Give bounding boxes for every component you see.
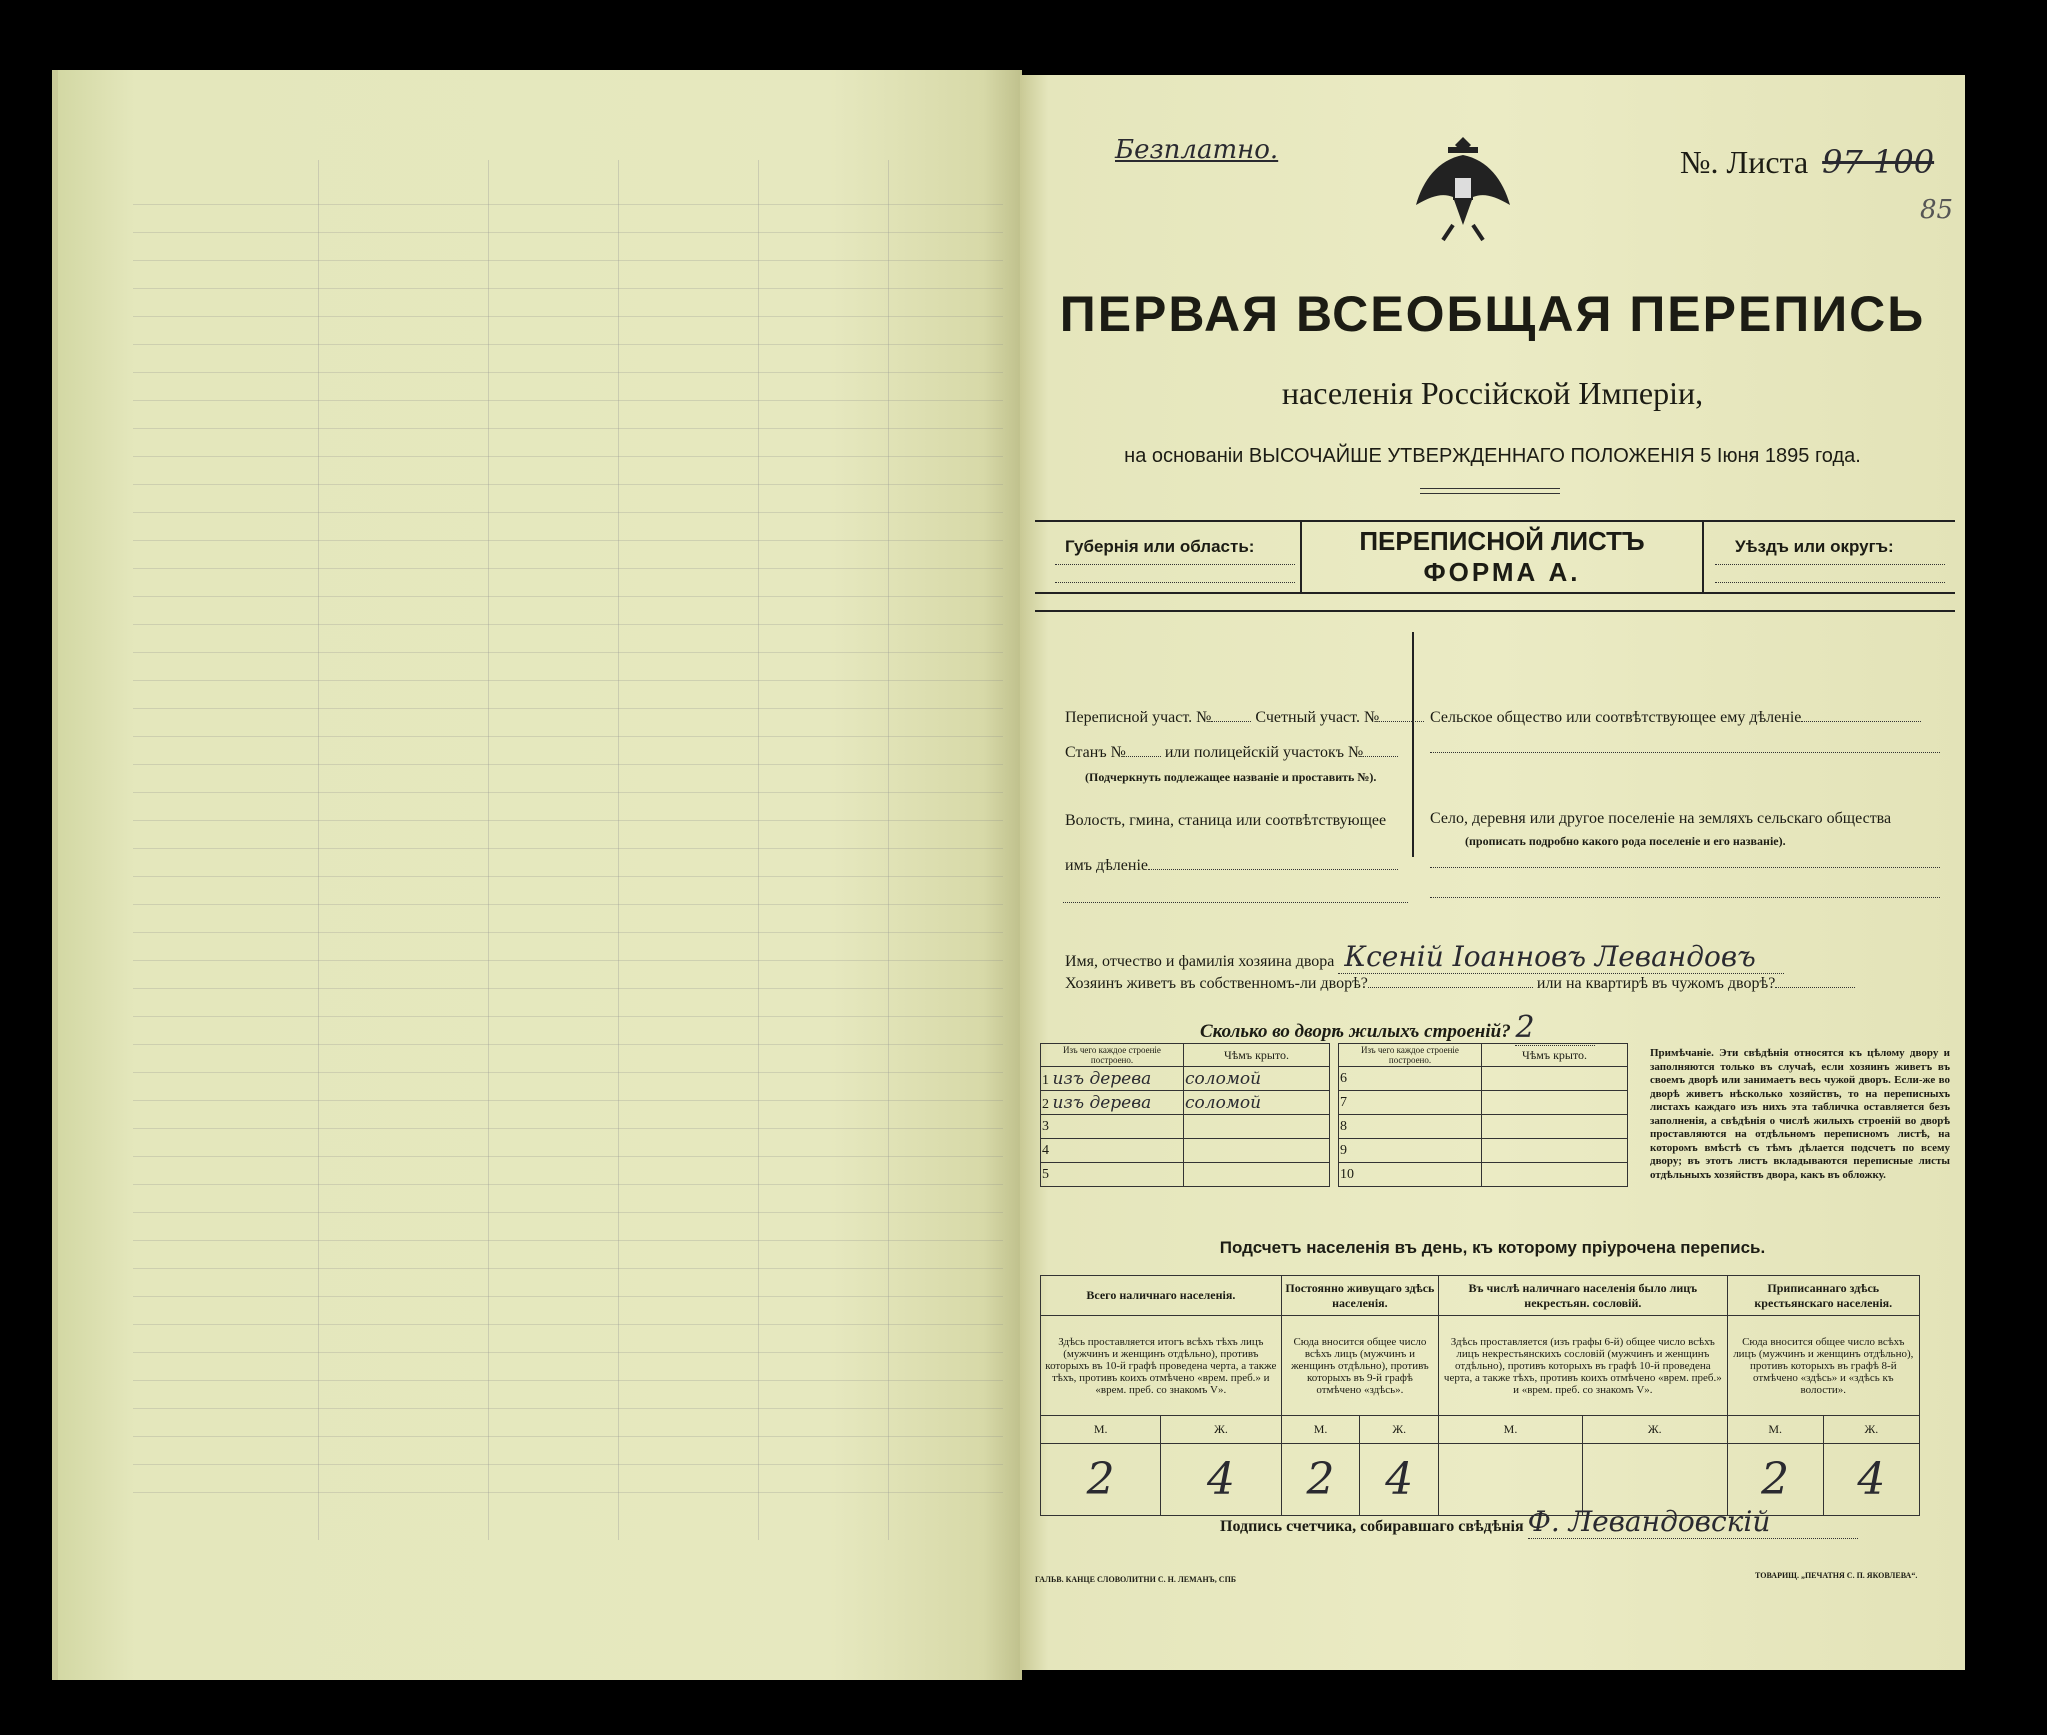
table-row: 8 <box>1339 1115 1482 1139</box>
table-row: 10 <box>1339 1163 1482 1187</box>
material-header: Изъ чего каждое строеніе построено. <box>1339 1044 1482 1067</box>
roof-cell[interactable] <box>1482 1139 1628 1163</box>
division-label: имъ дѣленіе <box>1065 857 1148 874</box>
police-field[interactable] <box>1363 756 1398 757</box>
table-row: 9 <box>1339 1139 1482 1163</box>
count-col-head: Всего наличнаго населенія. <box>1041 1276 1282 1316</box>
roof-header: Чѣмъ крыто. <box>1482 1044 1628 1067</box>
count-title: Подсчетъ населенія въ день, къ которому пріурочена перепись. <box>1219 1238 1766 1257</box>
stan-label: Станъ № <box>1065 744 1126 761</box>
signature-label: Подпись счетчика, собиравшаго свѣдѣнія <box>1220 1518 1524 1535</box>
male-header: М. <box>1439 1416 1583 1444</box>
material-header: Изъ чего каждое строеніе построено. <box>1041 1044 1184 1067</box>
imprint-left: ГАЛЬВ. КАНЦЕ СЛОВОЛИТНИ С. Н. ЛЕМАНЪ, СПБ <box>1035 1575 1237 1584</box>
table-row: 4 <box>1041 1139 1184 1163</box>
lives-own-label: Хозяинъ живетъ въ собственномъ-ли дворѣ? <box>1065 975 1368 992</box>
female-count[interactable]: 4 <box>1161 1444 1281 1516</box>
underline-note: (Подчеркнуть подлежащее названіе и проставить №). <box>1085 770 1377 784</box>
owner-label: Имя, отчество и фамилія хозяина двора <box>1065 953 1335 970</box>
police-label: или полицейскій участокъ № <box>1164 744 1364 761</box>
province-field-line <box>1055 582 1295 583</box>
province-field[interactable] <box>1055 564 1295 565</box>
society-row <box>1430 709 1921 727</box>
roof-cell[interactable] <box>1184 1139 1330 1163</box>
material-cell[interactable]: изъ дерева <box>1052 1068 1152 1089</box>
owner-value[interactable]: Ксеній Іоанновъ Левандовъ <box>1338 940 1784 974</box>
count-col-desc: Сюда вносится общее число всѣхъ лицъ (мужчинъ и женщинъ отдѣльно), противъ которыхъ въ 9-й графѣ отмѣчено «здѣсь». <box>1281 1316 1438 1416</box>
lives-apartment-field[interactable] <box>1775 987 1855 988</box>
roof-cell[interactable] <box>1184 1163 1330 1187</box>
village-note: (прописать подробно какого рода поселеніе и его названіе). <box>1465 834 1786 848</box>
society-field[interactable] <box>1801 721 1921 722</box>
location-block <box>1035 610 1955 927</box>
district-field-line <box>1715 582 1945 583</box>
sheet-number-label: №. Листа <box>1680 144 1809 180</box>
stan-row <box>1065 744 1398 762</box>
village-field[interactable] <box>1430 867 1940 868</box>
signature-row <box>1220 1505 1858 1539</box>
buildings-value[interactable]: 2 <box>1515 1010 1595 1046</box>
count-col-desc: Здѣсь проставляется итогъ всѣхъ тѣхъ лицъ (мужчинъ и женщинъ отдѣльно), противъ которыхъ въ 10-й графѣ проведена черта, а также тѣхъ, противъ коихъ отмѣчено «врем. преб.» и «врем. преб. со знакомъ V». <box>1041 1316 1282 1416</box>
lives-own-field[interactable] <box>1368 987 1533 988</box>
count-col-head: Постоянно живущаго здѣсь населенія. <box>1281 1276 1438 1316</box>
roof-header: Чѣмъ крыто. <box>1184 1044 1330 1067</box>
table-row: 1 изъ дерева <box>1041 1067 1184 1091</box>
count-col-desc: Сюда вносится общее число всѣхъ лицъ (мужчинъ и женщинъ отдѣльно), противъ которыхъ въ графѣ 8-й отмѣчено «здѣсь» и «здѣсь къ волости». <box>1727 1316 1919 1416</box>
main-title: ПЕРВАЯ ВСЕОБЩАЯ ПЕРЕПИСЬ <box>1059 286 1926 342</box>
corner-number: 85 <box>1920 195 1954 225</box>
table-row: 7 <box>1339 1091 1482 1115</box>
female-header: Ж. <box>1582 1416 1727 1444</box>
division-row <box>1065 857 1398 875</box>
census-form-page <box>1020 75 1965 1670</box>
owner-row <box>1065 940 1784 974</box>
form-header-box <box>1035 520 1955 594</box>
census-area-label: Переписной участ. № <box>1065 709 1212 726</box>
female-count[interactable]: 4 <box>1823 1444 1919 1516</box>
bleed-through-line <box>618 160 619 1540</box>
roof-cell[interactable] <box>1482 1091 1628 1115</box>
ornament-divider <box>1420 488 1560 494</box>
vertical-rule <box>1412 632 1414 857</box>
sheet-number <box>1680 143 1934 181</box>
female-header: Ж. <box>1360 1416 1439 1444</box>
buildings-table-left <box>1040 1043 1330 1187</box>
bleed-through-line <box>318 160 319 1540</box>
bleed-through-line <box>488 160 489 1540</box>
buildings-label: Сколько во дворѣ жилыхъ строеній? <box>1200 1021 1511 1042</box>
signature-value[interactable]: Ф. Левандовскій <box>1528 1505 1858 1539</box>
division-field-line[interactable] <box>1063 902 1408 903</box>
material-cell[interactable]: изъ дерева <box>1052 1092 1152 1113</box>
roof-cell[interactable] <box>1482 1163 1628 1187</box>
form-title: ФОРМА А. <box>1423 557 1581 587</box>
female-count[interactable]: 4 <box>1360 1444 1439 1516</box>
subtitle: населенія Россійской Имперіи, <box>1281 375 1704 411</box>
table-row: 3 <box>1041 1115 1184 1139</box>
census-area-row <box>1065 709 1424 727</box>
female-header: Ж. <box>1823 1416 1919 1444</box>
left-page <box>52 70 1022 1680</box>
roof-cell[interactable] <box>1184 1115 1330 1139</box>
male-header: М. <box>1281 1416 1360 1444</box>
count-area-label: Счетный участ. № <box>1255 709 1380 726</box>
society-label: Сельское общество или соотвѣтствующее ему дѣленіе <box>1430 709 1802 726</box>
male-count[interactable]: 2 <box>1727 1444 1823 1516</box>
district-field[interactable] <box>1715 564 1945 565</box>
female-header: Ж. <box>1161 1416 1281 1444</box>
roof-cell[interactable] <box>1482 1115 1628 1139</box>
roof-cell[interactable]: соломой <box>1184 1091 1330 1115</box>
village-label: Село, деревня или другое поселеніе на земляхъ сельскаго общества <box>1430 810 1892 827</box>
form-title-box <box>1300 522 1704 592</box>
buildings-note: Примѣчаніе. Эти свѣдѣнія относятся къ цѣлому двору и заполняются только въ случаѣ, если хозяинъ живетъ въ своемъ дворѣ или занимаетъ весь чужой дворъ. Если-же во дворѣ живетъ нѣсколько хозяйствъ, то на переписныхъ листахъ каждаго изъ нихъ эта табличка оставляется безъ заполненія, а свѣдѣнія о числѣ жилыхъ строеній во дворѣ проставляются на отдѣльномъ переписномъ листѣ, на которомъ вмѣстѣ съ тѣмъ дѣлается подсчетъ по всему двору; въ этотъ листъ вкладываются переписные листы отдѣльныхъ хозяйствъ двора, какъ въ обложку. <box>1650 1047 1950 1181</box>
free-label: Безплатно. <box>1115 135 1279 165</box>
stan-field[interactable] <box>1126 756 1161 757</box>
count-col-head: Въ числѣ наличнаго населенія было лицъ некрестьян. сословій. <box>1439 1276 1727 1316</box>
bleed-through-grid <box>133 190 1003 1520</box>
buildings-row <box>1200 1010 1595 1046</box>
bleed-through-line <box>888 160 889 1540</box>
population-count-table <box>1040 1275 1920 1516</box>
division-field[interactable] <box>1148 869 1398 870</box>
imprint-right: ТОВАРИЩ. „ПЕЧАТНЯ С. П. ЯКОВЛЕВА“. <box>1755 1571 1918 1580</box>
count-col-desc: Здѣсь проставляется (изъ графы 6-й) общее число всѣхъ лицъ некрестьянскихъ сословій (мужчинъ и женщинъ отдѣльно), противъ которыхъ въ графѣ 10-й проведена черта, а также тѣхъ, противъ коихъ отмѣчено «врем. преб.» и «врем. преб. со знакомъ V». <box>1439 1316 1727 1416</box>
buildings-table-right <box>1338 1043 1628 1187</box>
sheet-title: ПЕРЕПИСНОЙ ЛИСТЪ <box>1359 526 1645 556</box>
table-row: 5 <box>1041 1163 1184 1187</box>
table-row: 6 <box>1339 1067 1482 1091</box>
sheet-number-value: 97 100 <box>1822 143 1935 181</box>
count-col-head: Приписаннаго здѣсь крестьянскаго населенія. <box>1727 1276 1919 1316</box>
male-count[interactable]: 2 <box>1281 1444 1360 1516</box>
roof-cell[interactable] <box>1482 1067 1628 1091</box>
lives-row <box>1065 975 1855 993</box>
volost-label: Волость, гмина, станица или соотвѣтствующее <box>1065 812 1387 829</box>
society-field-line[interactable] <box>1430 752 1940 753</box>
table-row: 2 изъ дерева <box>1041 1091 1184 1115</box>
village-field-line[interactable] <box>1430 897 1940 898</box>
lives-apartment-label: или на квартирѣ въ чужомъ дворѣ? <box>1536 975 1776 992</box>
male-header: М. <box>1041 1416 1161 1444</box>
bleed-through-line <box>758 160 759 1540</box>
male-count[interactable]: 2 <box>1041 1444 1161 1516</box>
imperial-eagle-emblem <box>1408 125 1518 245</box>
census-area-field[interactable] <box>1211 721 1251 722</box>
roof-cell[interactable]: соломой <box>1184 1067 1330 1091</box>
male-header: М. <box>1727 1416 1823 1444</box>
count-area-field[interactable] <box>1379 721 1424 722</box>
legal-basis: на основаніи ВЫСОЧАЙШЕ УТВЕРЖДЕННАГО ПОЛОЖЕНІЯ 5 Іюня 1895 года. <box>1124 445 1861 467</box>
district-label: Уѣздъ или округъ: <box>1735 537 1894 556</box>
province-label: Губернія или область: <box>1065 537 1255 556</box>
